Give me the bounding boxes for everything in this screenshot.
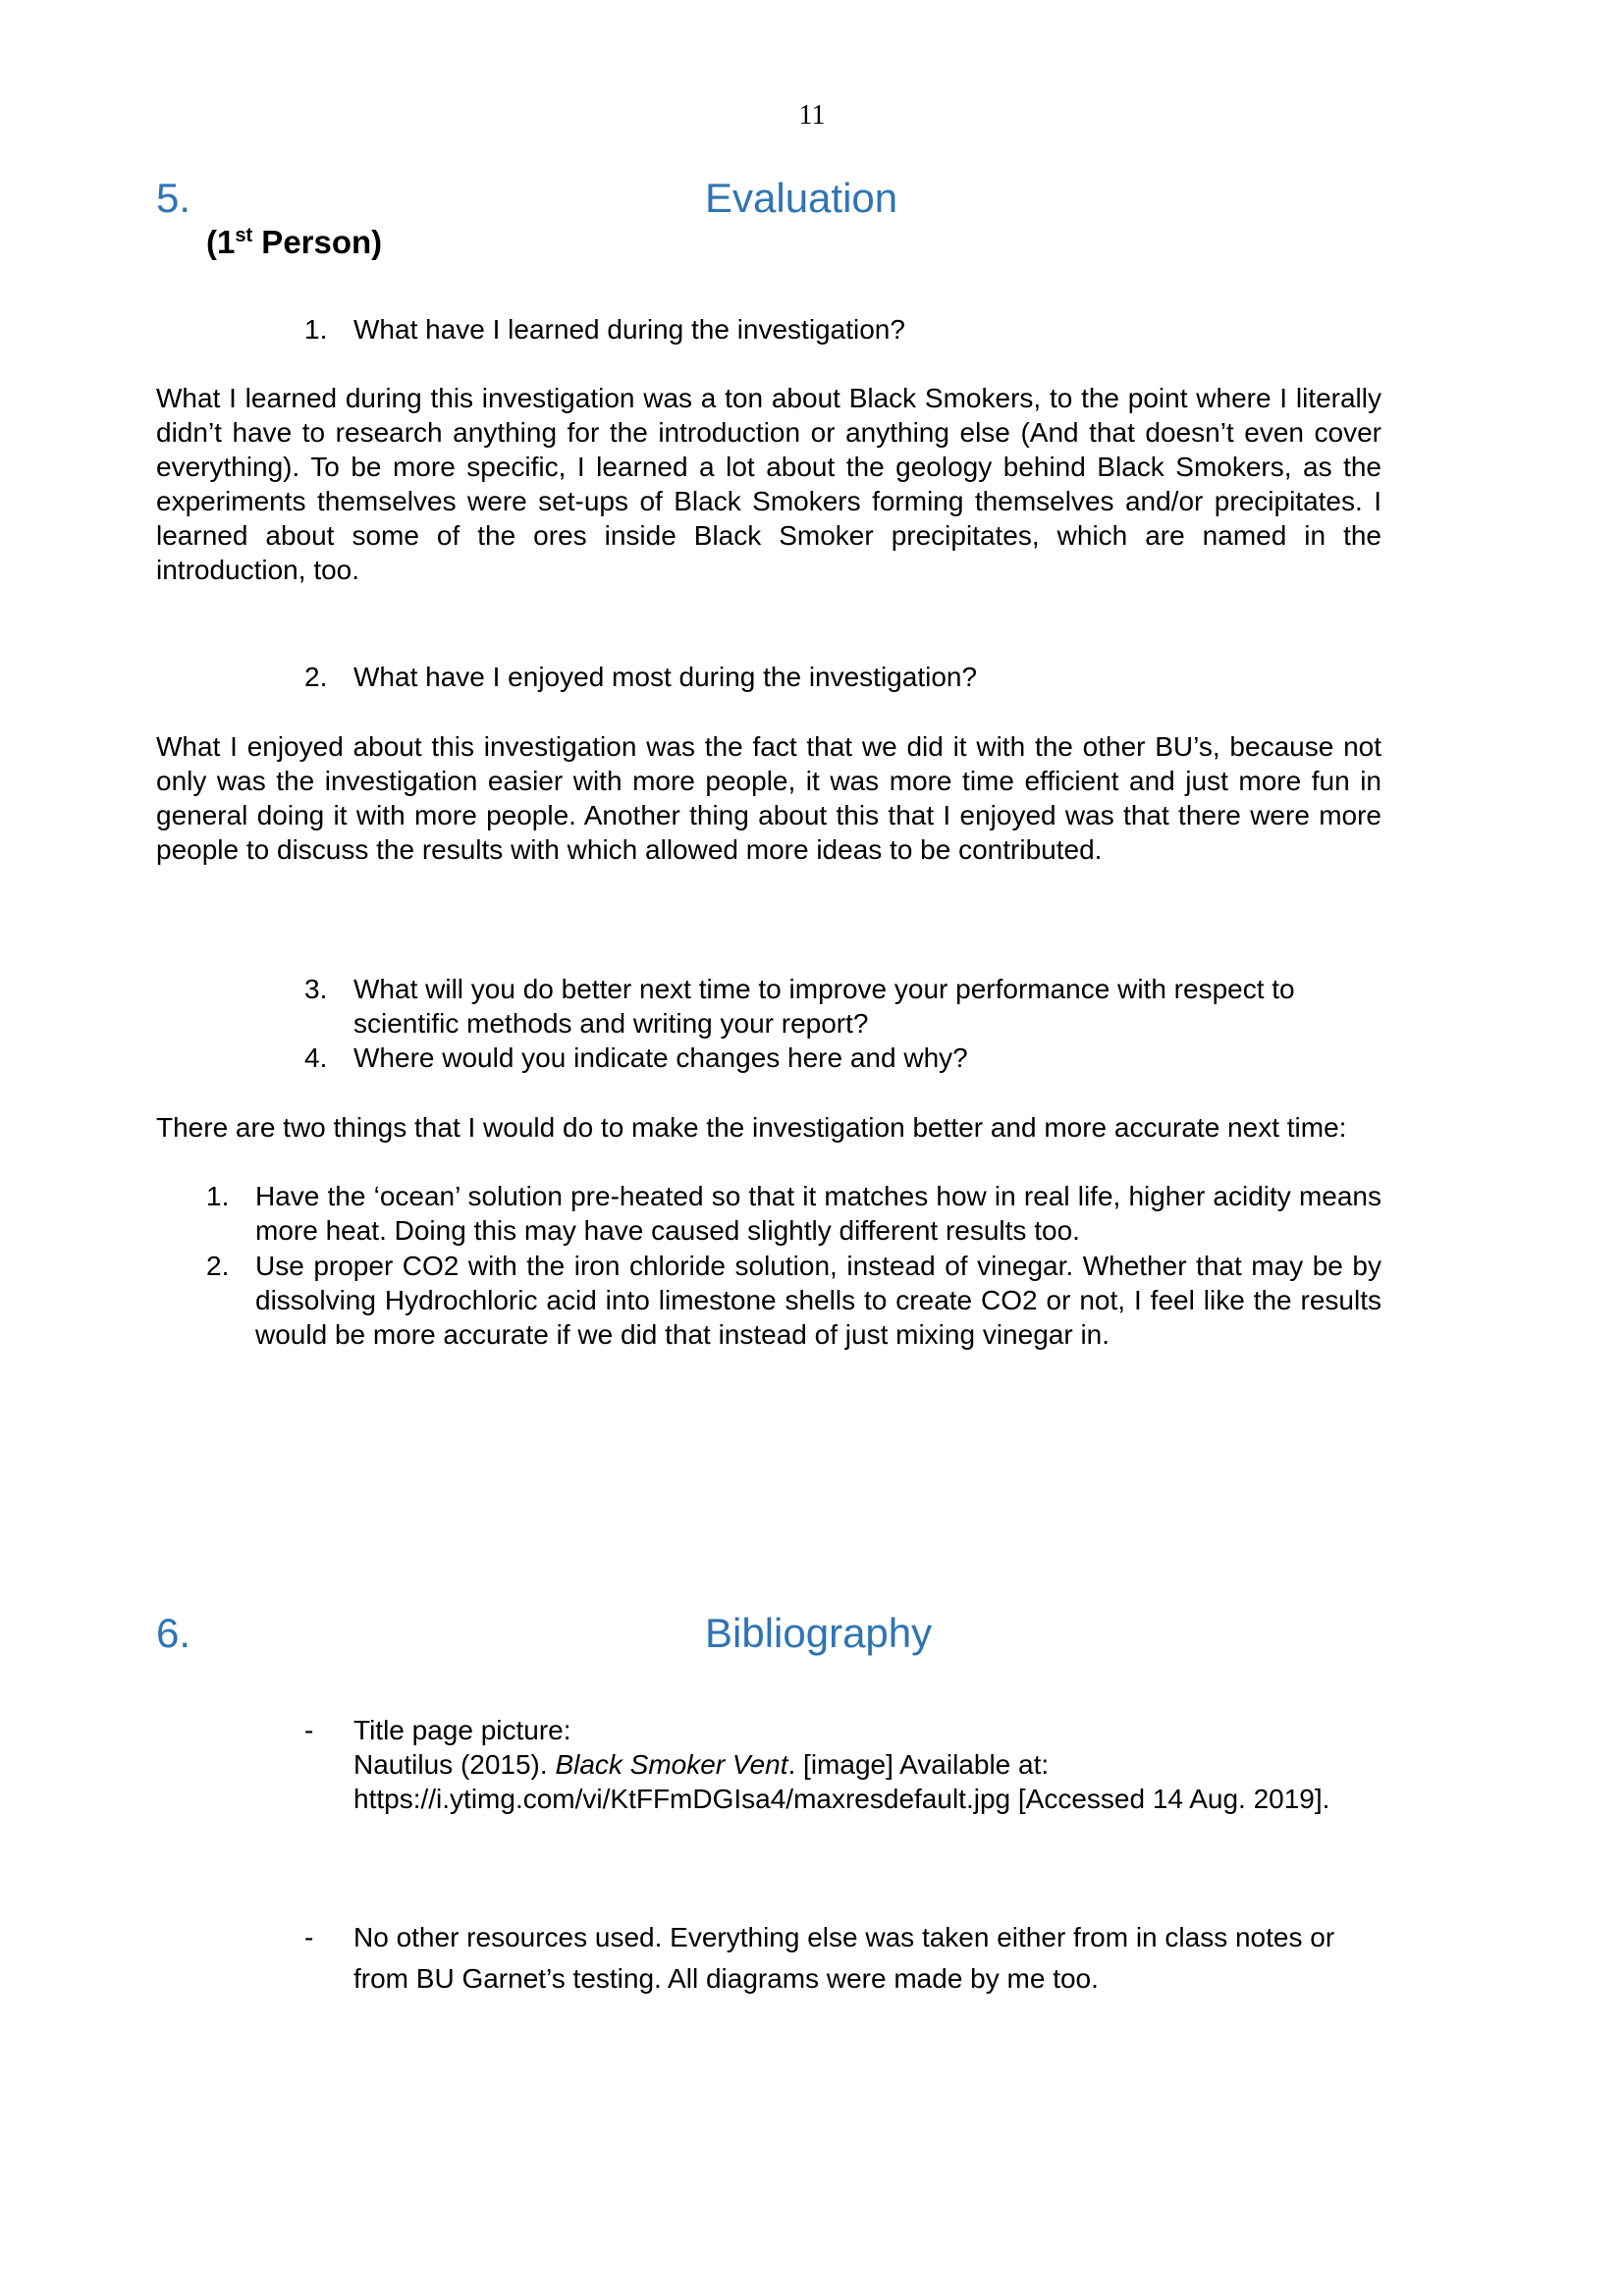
answer-1-paragraph: What I learned during this investigation was a ton about Black Smokers, to the point where I literally didn’t have to research anything for the introduction or anything else (And that doesn’t even cover everything). To be more specific, I learned a lot about the geology behind Black Smokers, as the experiments themselves were set-ups of Black Smokers forming themselves and/or precipitates. I learned about some of the ores inside Black Smoker precipitates, which are named in the introduction, too. bbox=[156, 383, 1381, 585]
question-1 bbox=[304, 312, 1384, 347]
question-text: Where would you indicate changes here and why? bbox=[353, 1042, 968, 1073]
bibliography-entry-1 bbox=[304, 1713, 1434, 1816]
citation-url: https://i.ytimg.com/vi/KtFFmDGIsa4/maxresdefault.jpg [Accessed 14 Aug. 2019]. bbox=[353, 1784, 1330, 1814]
answer-2-paragraph: What I enjoyed about this investigation was the fact that we did it with the other BU’s, because not only was the investigation easier with more people, it was more time efficient and just more fun in general doing it with more people. Another thing about this that I enjoyed was that there were more people to discuss the results with which allowed more ideas to be contributed. bbox=[156, 731, 1381, 865]
section-6-number: 6. bbox=[156, 1610, 191, 1656]
bibliography-entry-2 bbox=[304, 1917, 1434, 2000]
item-number: 1. bbox=[206, 1181, 230, 1211]
question-4 bbox=[304, 1041, 1384, 1075]
question-number: 4. bbox=[304, 1042, 328, 1073]
subtitle-sup: st bbox=[235, 225, 253, 246]
item-text: Use proper CO2 with the iron chloride solution, instead of vinegar. Whether that may be by dissolving Hydrochloric acid into limestone shells to create CO2 or not, I feel like the results would be more accurate if we did that instead of just mixing vinegar in. bbox=[255, 1251, 1381, 1350]
entry-text: No other resources used. Everything else was taken either from in class notes or from BU Garnet’s testing. All diagrams were made by me too. bbox=[353, 1922, 1335, 1994]
item-number: 2. bbox=[206, 1251, 230, 1281]
section-5-title: Evaluation bbox=[705, 175, 898, 221]
subtitle-prefix: (1 bbox=[206, 224, 236, 260]
question-3 bbox=[304, 972, 1384, 1041]
question-number: 2. bbox=[304, 662, 328, 692]
section-5-subtitle bbox=[206, 224, 382, 261]
subtitle-suffix: Person) bbox=[252, 224, 383, 260]
citation-author: Nautilus (2015). bbox=[353, 1749, 556, 1780]
citation-rest: . [image] Available at: bbox=[787, 1749, 1050, 1780]
entry-citation bbox=[304, 1747, 1434, 1782]
citation-title: Black Smoker Vent bbox=[555, 1749, 788, 1780]
question-text: What have I enjoyed most during the investigation? bbox=[353, 662, 978, 692]
improvement-item-2 bbox=[206, 1249, 1381, 1352]
answer-3-intro: There are two things that I would do to make the investigation better and more accurate next time: bbox=[156, 1112, 1347, 1143]
question-text: What have I learned during the investigation? bbox=[353, 314, 905, 345]
section-6-title: Bibliography bbox=[705, 1610, 933, 1656]
question-number: 3. bbox=[304, 974, 328, 1004]
item-text: Have the ‘ocean’ solution pre-heated so that it matches how in real life, higher acidity means more heat. Doing this may have caused slightly different results too. bbox=[255, 1181, 1381, 1246]
improvement-item-1 bbox=[206, 1179, 1381, 1248]
page-number: 11 bbox=[798, 100, 826, 131]
bullet-dash: - bbox=[304, 1715, 314, 1745]
question-2 bbox=[304, 660, 1384, 694]
section-5-number: 5. bbox=[156, 175, 191, 221]
entry-label: Title page picture: bbox=[353, 1715, 571, 1745]
question-text: What will you do better next time to improve your performance with respect to scientific methods and writing your report? bbox=[353, 974, 1295, 1039]
question-number: 1. bbox=[304, 314, 328, 345]
bullet-dash: - bbox=[304, 1922, 314, 1952]
